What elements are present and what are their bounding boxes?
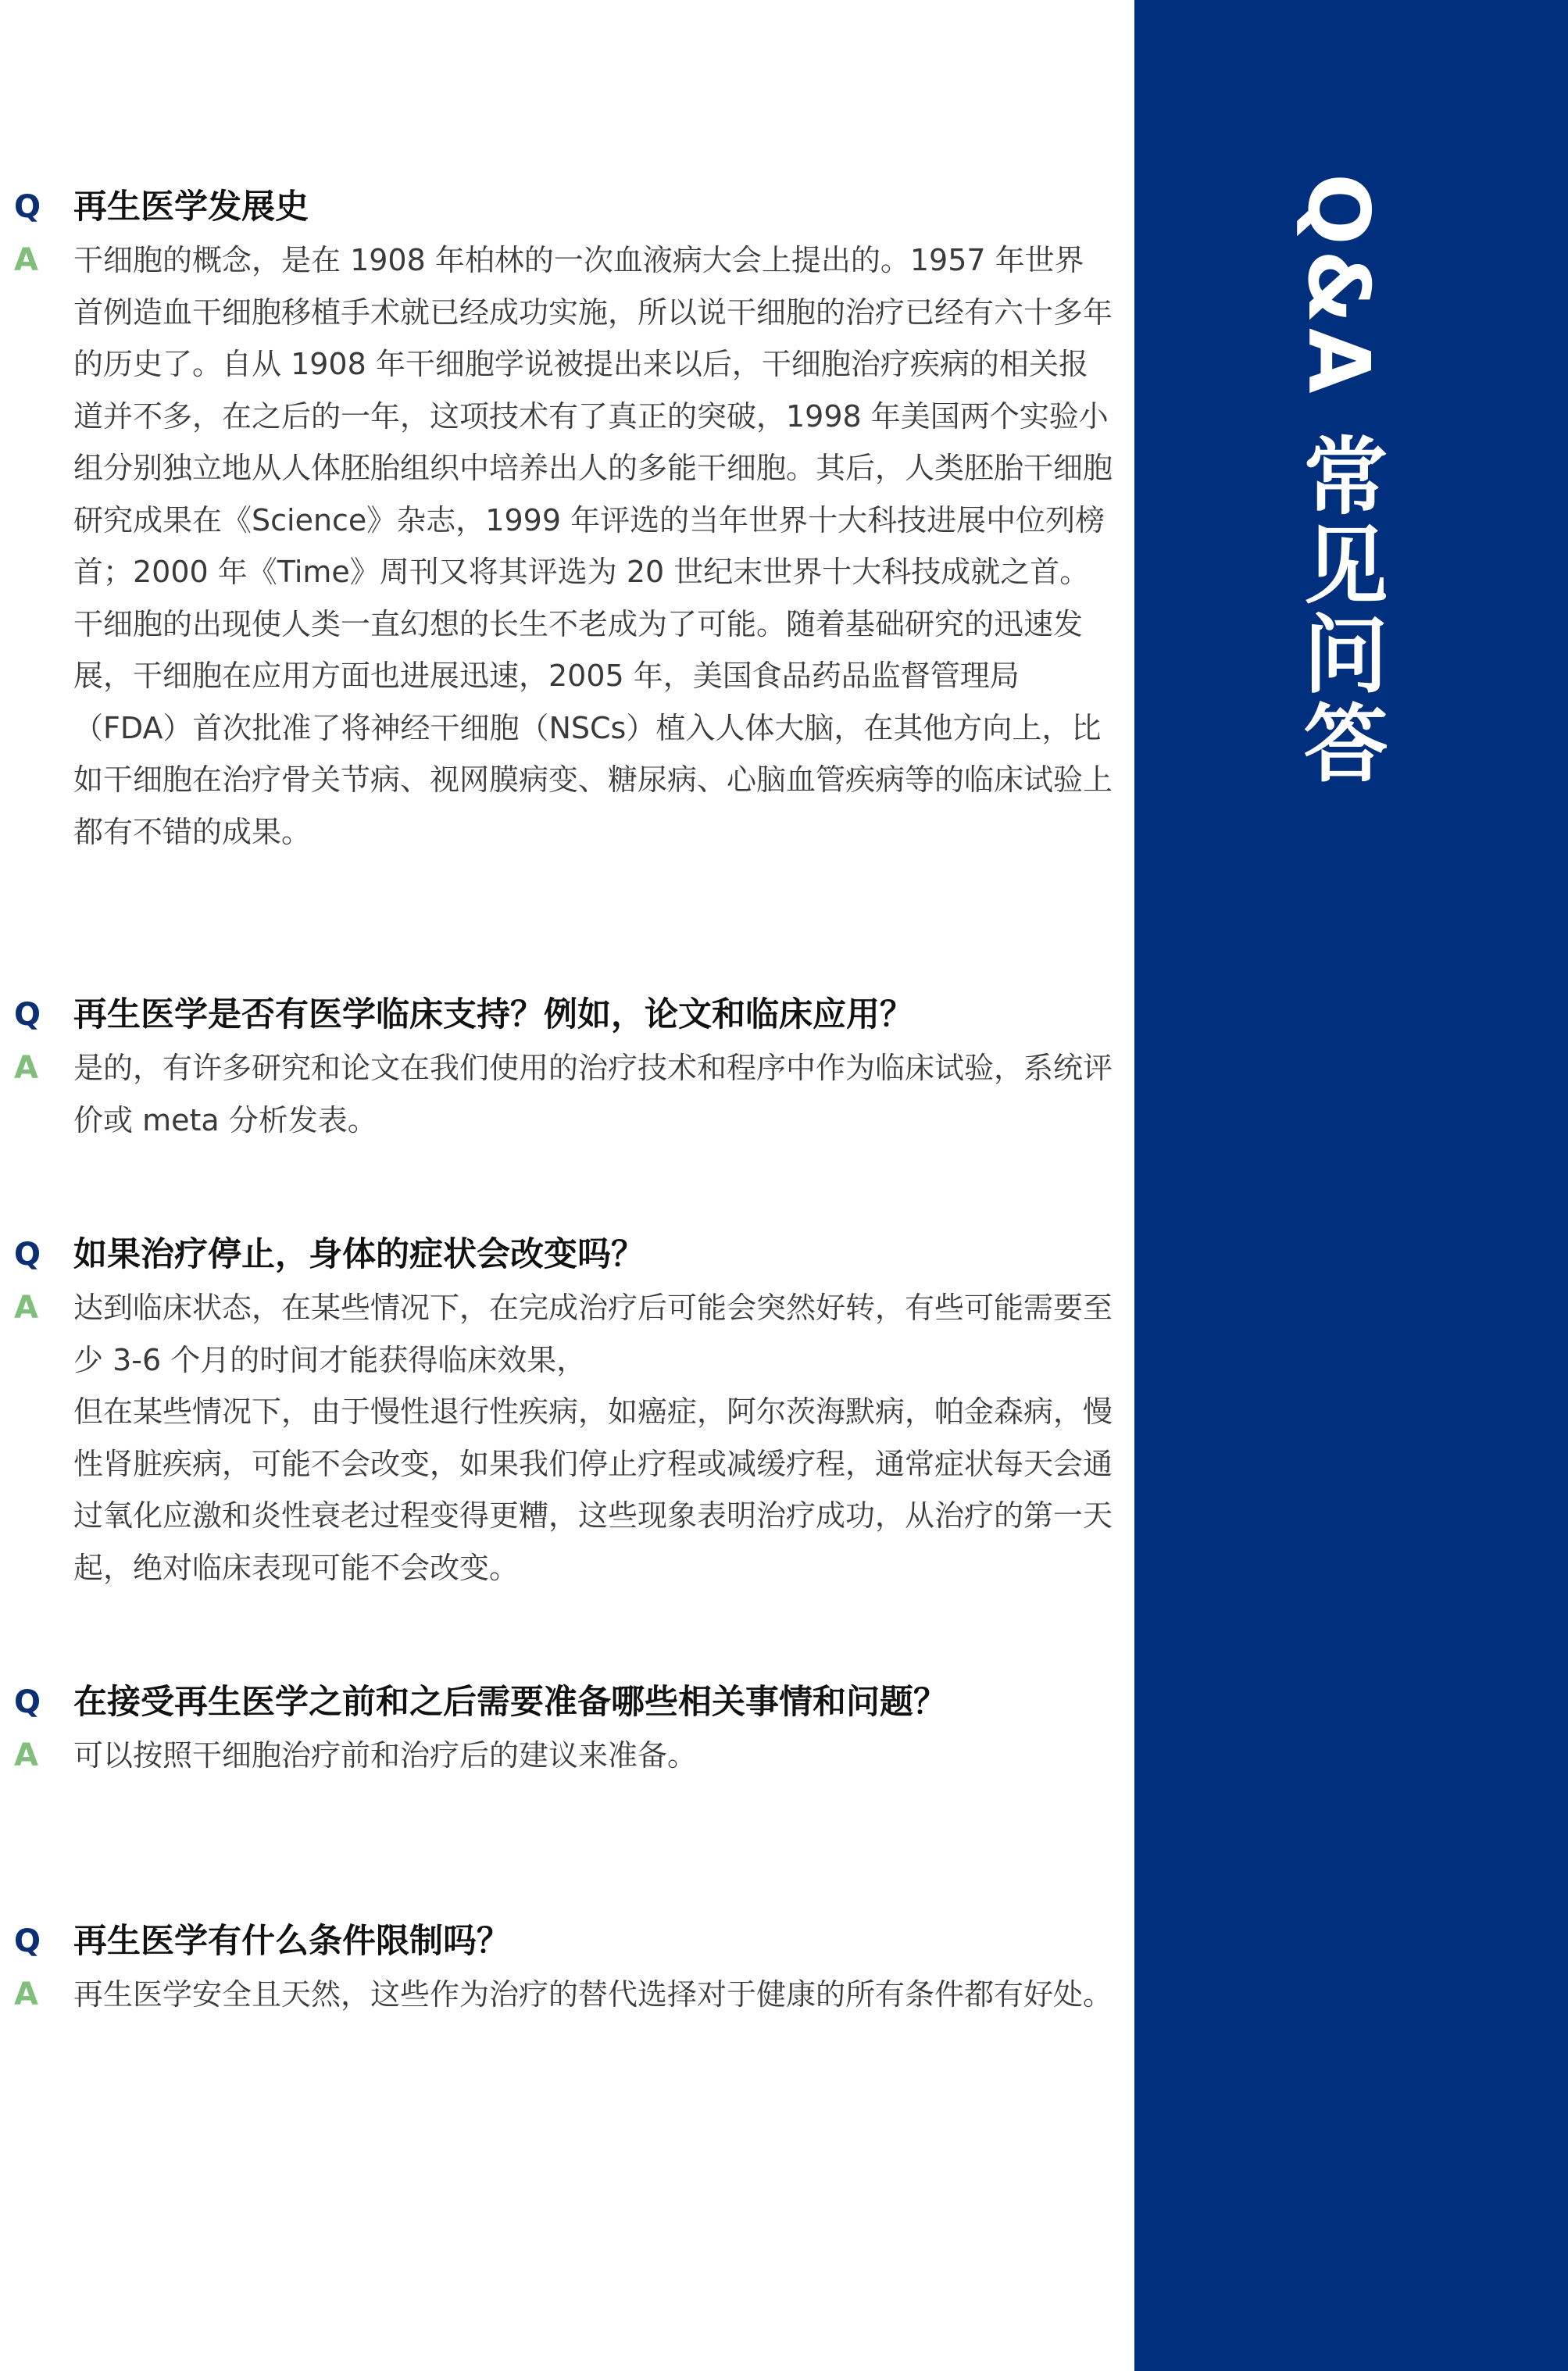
- question-text: 再生医学是否有医学临床支持？例如，论文和临床应用？: [73, 995, 913, 1034]
- question: [14, 181, 1097, 233]
- q-marker: Q: [14, 1923, 41, 1959]
- faq-item-stop-treatment: [14, 1229, 1116, 1594]
- q-marker: Q: [14, 189, 41, 225]
- faq-item-preparation: [14, 1676, 1116, 1782]
- question: [14, 989, 1097, 1041]
- answer-text: 再生医学安全且天然，这些作为治疗的替代选择对于健康的所有条件都有好处。: [73, 1977, 1113, 2012]
- answer-text: 达到临床状态，在某些情况下，在完成治疗后可能会突然好转，有些可能需要至少 3-6 个月的时间才能获得临床效果，: [73, 1291, 1113, 1377]
- faq-item-clinical-support: [14, 989, 1116, 1146]
- question: [14, 1916, 1097, 1967]
- answer: [14, 1282, 1113, 1594]
- a-marker: A: [14, 242, 38, 278]
- answer-text: 但在某些情况下，由于慢性退行性疾病，如癌症，阿尔茨海默病，帕金森病，慢性肾脏疾病，可能不会改变，如果我们停止疗程或减缓疗程，通常症状每天会通过氧化应激和炎性衰老过程变得更糟，这些现象表明治疗成功，从治疗的第一天起，绝对临床表现可能不会改变。: [73, 1394, 1113, 1585]
- answer: [14, 234, 1113, 858]
- question-text: 在接受再生医学之前和之后需要准备哪些相关事情和问题？: [73, 1683, 947, 1722]
- answer-text: 是的，有许多研究和论文在我们使用的治疗技术和程序中作为临床试验，系统评价或 meta 分析发表。: [73, 1051, 1113, 1137]
- question-text: 如果治疗停止，身体的症状会改变吗？: [73, 1235, 645, 1274]
- q-marker: Q: [14, 1684, 41, 1720]
- a-marker: A: [14, 1290, 38, 1326]
- faq-item-restrictions: [14, 1916, 1116, 2021]
- q-marker: Q: [14, 997, 41, 1033]
- q-marker: Q: [14, 1237, 41, 1273]
- a-marker: A: [14, 1050, 38, 1086]
- answer: [14, 1730, 1113, 1782]
- sidebar-title: Q&A 常见问答: [1289, 173, 1387, 789]
- a-marker: A: [14, 1737, 38, 1773]
- question-text: 再生医学有什么条件限制吗？: [73, 1922, 510, 1961]
- answer: [14, 1969, 1113, 2021]
- question-text: 再生医学发展史: [73, 187, 309, 227]
- answer: [14, 1042, 1113, 1146]
- question: [14, 1676, 1097, 1728]
- a-marker: A: [14, 1976, 38, 2012]
- faq-item-history: [14, 181, 1116, 858]
- question: [14, 1229, 1097, 1280]
- answer-text: 可以按照干细胞治疗前和治疗后的建议来准备。: [73, 1738, 698, 1773]
- answer-text: 干细胞的概念，是在 1908 年柏林的一次血液病大会上提出的。1957 年世界首例造血干细胞移植手术就已经成功实施，所以说干细胞的治疗已经有六十多年的历史了。自从 1908 年干细胞学说被提出来以后，干细胞治疗疾病的相关报道并不多，在之后的一年，这项技术有了真正的突破，1998 年美国两个实验小组分别独立地从人体胚胎组织中培养出人的多能干细胞。其后，人类胚胎干细胞研究成果在《Science》杂志，1999 年评选的当年世界十大科技进展中位列榜首；2000 年《Time》周刊又将其评选为 20 世纪末世界十大科技成就之首。干细胞的出现使人类一直幻想的长生不老成为了可能。随着基础研究的迅速发展，干细胞在应用方面也进展迅速，2005 年，美国食品药品监督管理局（FDA）首次批准了将神经干细胞（NSCs）植入人体大脑，在其他方向上，比如干细胞在治疗骨关节病、视网膜病变、糖尿病、心脑血管疾病等的临床试验上都有不错的成果。: [73, 243, 1113, 849]
